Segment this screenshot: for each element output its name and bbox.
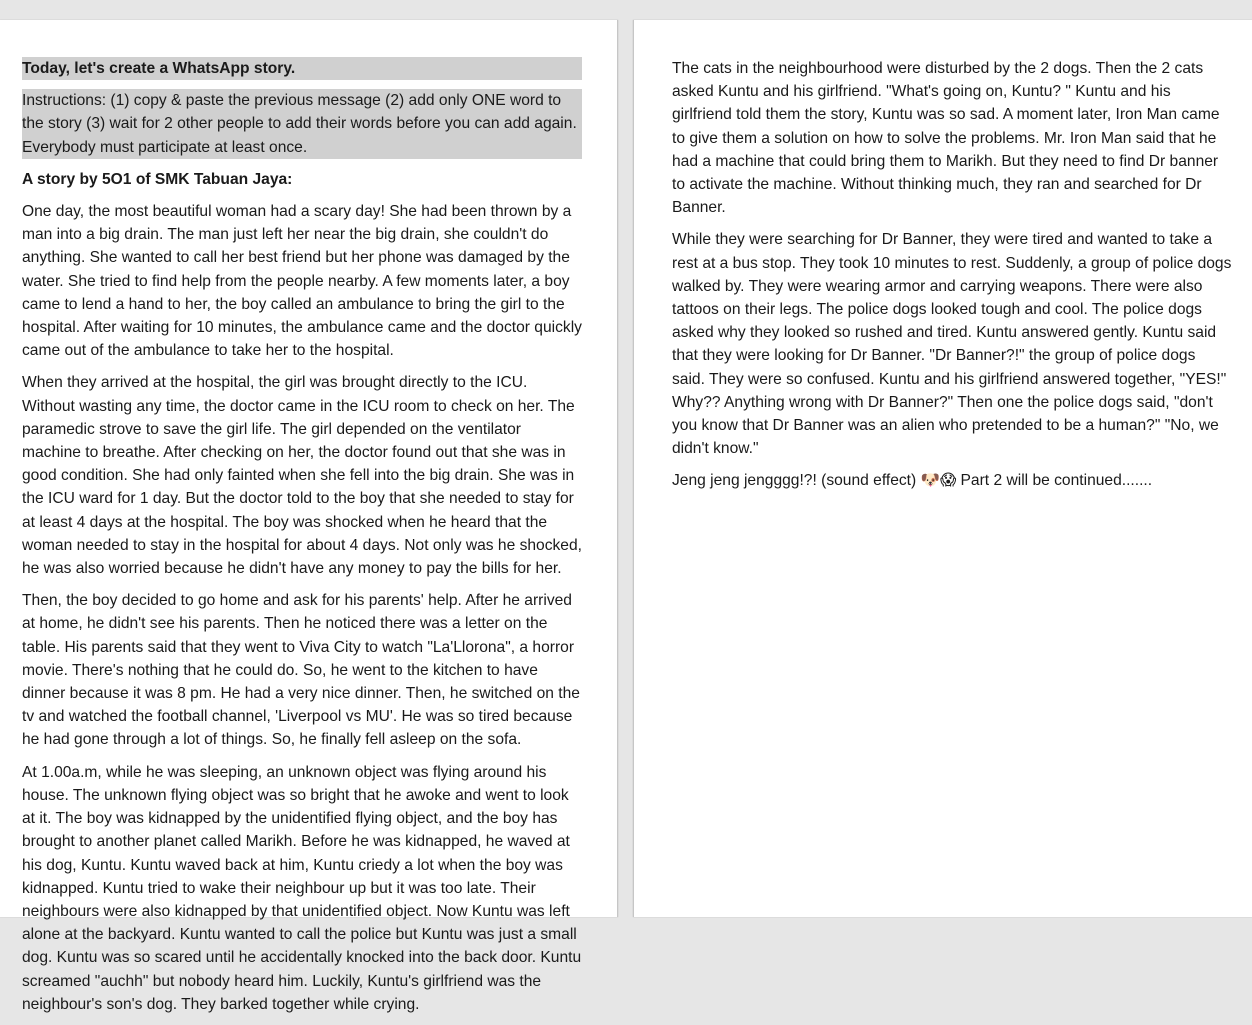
story-paragraph-6: While they were searching for Dr Banner, they were tired and wanted to take a rest at a bus stop. They took 10 minutes to rest. Suddenly, a group of police dogs walked by. They were wearing armor and carrying weapons. There were also tattoos on their legs. The police dogs looked tough and cool. The police dogs asked why they looked so rushed and tired. Kuntu answered gently. Kuntu said that they were looking for Dr Banner. "Dr Banner?!" the group of police dogs said. They were so confused. Kuntu and his girlfriend answered together, "YES!" Why?? Anything wrong with Dr Banner?" Then one the police dogs said, "don't you know that Dr Banner was an alien who pretended to be a human?" "No, we didn't know." (672, 231, 1232, 458)
page-content-right (672, 57, 1232, 502)
document-page-left (0, 20, 618, 1013)
story-paragraph-3: Then, the boy decided to go home and ask for his parents' help. After he arrived at home, he didn't see his parents. Then he noticed there was a letter on the table. His parents said that they went to Viva City to watch "La'Llorona", a horror movie. There's nothing that he could do. So, he went to the kitchen to have dinner because it was 8 pm. He had a very nice dinner. Then, he switched on the tv and watched the football channel, 'Liverpool vs MU'. He was so tired because he had gone through a lot of things. So, he finally fell asleep on the sofa. (22, 592, 580, 749)
story-byline: A story by 5O1 of SMK Tabuan Jaya: (22, 170, 293, 188)
document-page-right (633, 20, 1252, 917)
story-paragraph-1: One day, the most beautiful woman had a scary day! She had been thrown by a man into a big drain. The man just left her near the big drain, she couldn't do anything. She wanted to call her best friend but her phone was damaged by the water. She tried to find help from the people nearby. A few moments later, a boy came to lend a hand to her, the boy called an ambulance to bring the girl to the hospital. After waiting for 10 minutes, the ambulance came and the doctor quickly came out of the ambulance to take her to the hospital. (22, 203, 582, 360)
story-ending: Jeng jeng jengggg!?! (sound effect) 🐶😱 Part 2 will be continued....... (672, 472, 1153, 490)
story-paragraph-4: At 1.00a.m, while he was sleeping, an unknown object was flying around his house. The unknown flying object was so bright that he awoke and went to look at it. The boy was kidnapped by the unidentified flying object, and the boy has brought to another planet called Marikh. Before he was kidnapped, he waved at his dog, Kuntu. Kuntu waved back at him, Kuntu criedy a lot when the boy was kidnapped. Kuntu tried to wake their neighbour up but it was too late. Their neighbours were also kidnapped by that unidentified object. Now Kuntu was left alone at the backyard. Kuntu wanted to call the police but Kuntu was just a small dog. Kuntu was so scared until he accidentally knocked into the back door. Kuntu screamed "auchh" but nobody heard him. Luckily, Kuntu's girlfriend was the neighbour's son's dog. They barked together while crying. (22, 763, 582, 1013)
story-title: Today, let's create a WhatsApp story. (22, 57, 582, 80)
story-paragraph-2: When they arrived at the hospital, the girl was brought directly to the ICU. Without wasting any time, the doctor came in the ICU room to check on her. The paramedic strove to save the girl life. The girl depended on the ventilator machine to breathe. After checking on her, the doctor found out that she was in good condition. She had only fainted when she fell into the big drain. She was in the ICU ward for 1 day. But the doctor told to the boy that she needed to stay for at least 4 days at the hospital. The boy was shocked when he heard that the woman needed to stay in the hospital for about 4 days. Not only was he shocked, he was also worried because he didn't have any money to pay the bills for her. (22, 374, 582, 578)
page-content-left (22, 57, 582, 1025)
story-instructions: Instructions: (1) copy & paste the previous message (2) add only ONE word to the story (3) wait for 2 other people to add their words before you can add again. Everybody must participate at least once. (22, 89, 582, 159)
story-paragraph-5: The cats in the neighbourhood were disturbed by the 2 dogs. Then the 2 cats asked Kuntu and his girlfriend. "What's going on, Kuntu? " Kuntu and his girlfriend told them the story, Kuntu was so sad. A moment later, Iron Man came to give them a solution on how to solve the problems. Mr. Iron Man said that he had a machine that could bring them to Marikh. But they need to find Dr banner to activate the machine. Without thinking much, they ran and searched for Dr Banner. (672, 60, 1220, 217)
